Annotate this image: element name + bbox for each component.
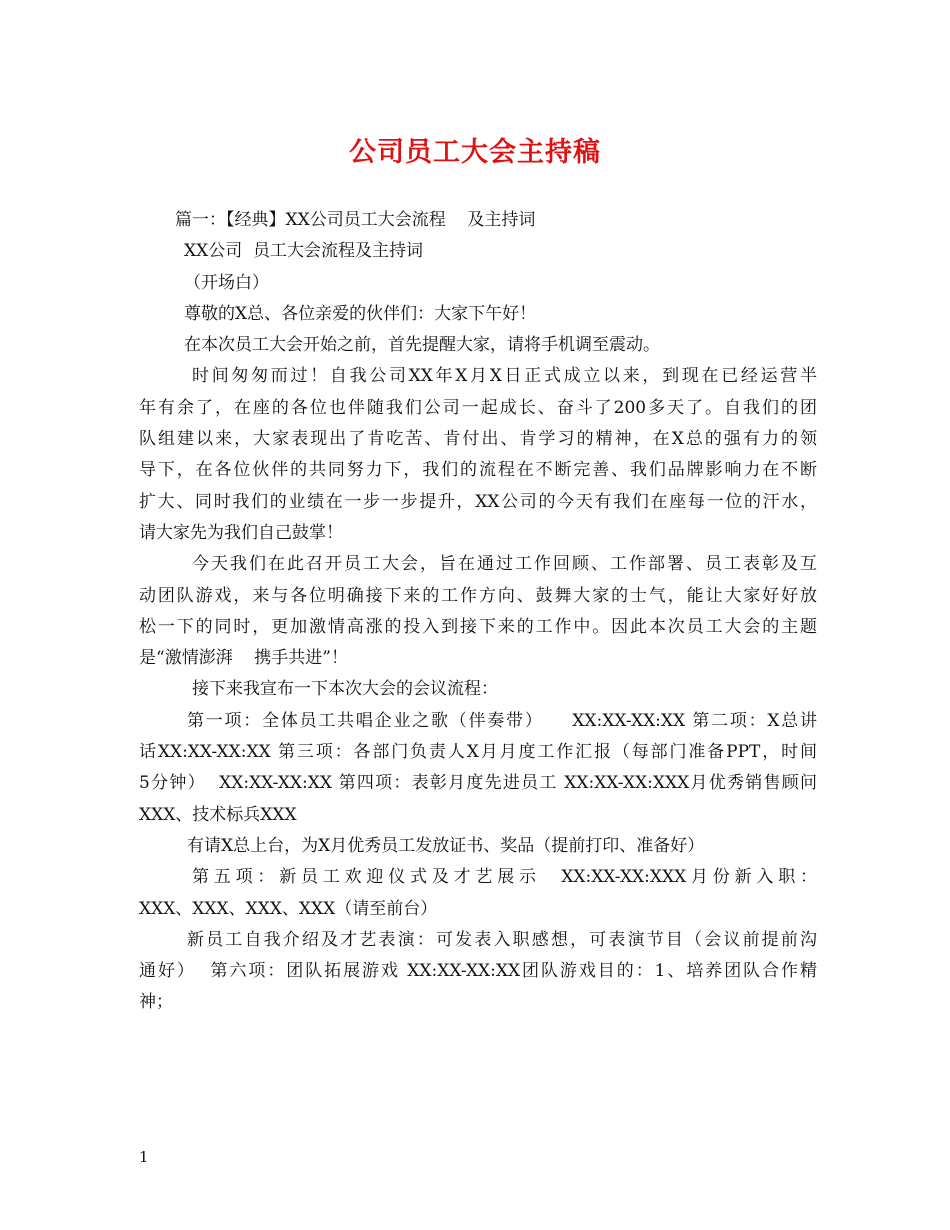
paragraph-line: 接下来我宣布一下本次大会的会议流程： [192,679,498,700]
paragraph-line: XXX、XXX、XXX、XXX（请至前台） [139,898,438,919]
paragraph-line: 第五项：新员工欢迎仪式及才艺展示 XX:XX-XX:XXX月份新入职： [192,867,817,888]
paragraph-line: XXX、技术标兵XXX [139,804,297,825]
paragraph-line: 是“激情澎湃 携手共进”！ [139,648,348,669]
paragraph-line: 时间匆匆而过！自我公司XX年X月X日正式成立以来，到现在已经运营半 [192,366,817,387]
paragraph-line: 尊敬的X总、各位亲爱的伙伴们：大家下午好！ [184,303,537,324]
paragraph-line: 扩大、同时我们的业绩在一步一步提升，XX公司的今天有我们在座每一位的汗水， [139,491,817,512]
paragraph-line: 松一下的同时，更加激情高涨的投入到接下来的工作中。因此本次员工大会的主题 [139,616,817,637]
paragraph-line: 5分钟） XX:XX-XX:XX 第四项：表彰月度先进员工 XX:XX-XX:XXX月优秀销售顾问 [139,773,817,794]
paragraph-line: 在本次员工大会开始之前，首先提醒大家，请将手机调至震动。 [184,335,660,356]
paragraph-line: 队组建以来，大家表现出了肯吃苦、肯付出、肯学习的精神，在X总的强有力的领 [139,429,817,450]
subheading: XX公司 员工大会流程及主持词 [184,241,424,262]
paragraph-line: 请大家先为我们自己鼓掌！ [139,522,343,543]
paragraph-line: 话XX:XX-XX:XX 第三项：各部门负责人X月月度工作汇报（每部门准备PPT，时间 [139,742,817,763]
paragraph-line: 导下，在各位伙伴的共同努力下，我们的流程在不断完善、我们品牌影响力在不断 [139,460,817,481]
paragraph-line: 今天我们在此召开员工大会，旨在通过工作回顾、工作部署、员工表彰及互 [192,554,817,575]
paragraph-line: 通好） 第六项：团队拓展游戏 XX:XX-XX:XX团队游戏目的：1、培养团队合作精 [139,961,817,982]
paragraph-line: 有请X总上台，为X月优秀员工发放证书、奖品（提前打印、准备好） [187,835,705,856]
paragraph-line: 动团队游戏，来与各位明确接下来的工作方向、鼓舞大家的士气，能让大家好好放 [139,585,817,606]
paragraph-line: 新员工自我介绍及才艺表演：可发表入职感想，可表演节目（会议前提前沟 [187,929,817,950]
paragraph-line: 神； [139,992,173,1013]
paragraph-line: 第一项：全体员工共唱企业之歌（伴奏带） XX:XX-XX:XX 第二项：X总讲 [187,710,817,731]
document-body [139,205,817,1019]
document-title: 公司员工大会主持稿 [349,137,601,168]
paragraph-line: （开场白） [184,272,269,293]
paragraph-line: 年有余了，在座的各位也伴随我们公司一起成长、奋斗了200多天了。自我们的团 [139,397,817,418]
section-heading: 篇一：【经典】XX公司员工大会流程 及主持词 [175,210,536,230]
page-number: 1 [139,1148,149,1166]
